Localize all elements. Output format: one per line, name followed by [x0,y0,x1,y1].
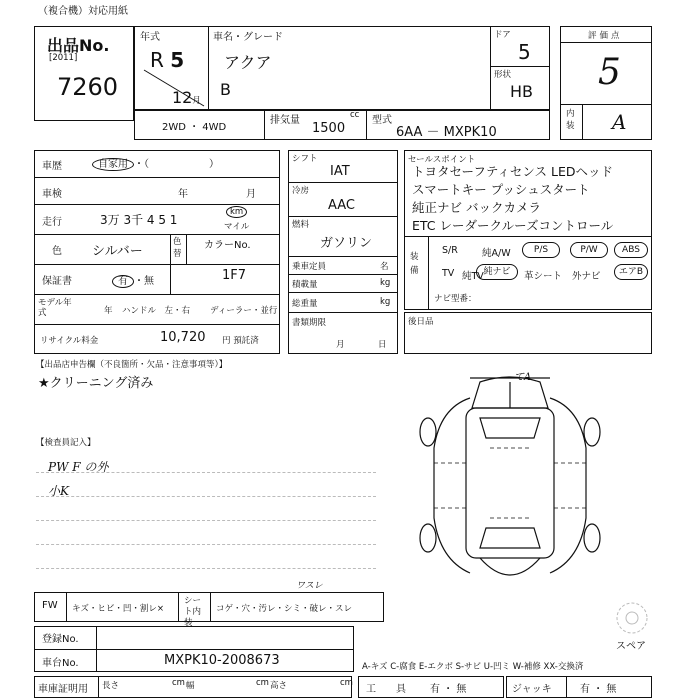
doors-value: 5 [518,40,531,64]
lot-number: 7260 [57,73,119,101]
cert-width-unit: cm [256,678,269,688]
notes-label: 後日品 [408,317,434,327]
body-type-label: 形状 [494,70,512,80]
inspector-note-1: PW F の外 [48,460,109,474]
sales-point: トヨタセーフティセンス LEDヘッド [412,164,613,179]
fuel-value: ガソリン [320,236,373,251]
car-grade: B [220,80,231,99]
dealer-type: ディーラー・並行 [210,306,278,316]
mileage-label: 走行 [42,217,62,228]
doc-deadline-label: 書類期限 [292,318,327,328]
equip-leather: 革シート [524,271,563,282]
equip-aftermarket-navi: 外ナビ [572,271,601,282]
spare-tire-icon [614,600,650,636]
lot-year: [2011] [49,53,78,63]
cert-length-label: 長さ [102,681,120,691]
cert-label: 車庫証明用 [38,684,88,695]
cert-height-unit: cm [340,678,353,688]
history-label: 車歴 [42,161,62,172]
mileage-value: 3万 3千 4 5 1 [100,213,178,227]
cert-width-label: 幅 [186,681,195,691]
capacity-unit: 名 [380,262,389,272]
weight-label: 総重量 [292,299,318,309]
displacement-unit: cc [350,110,360,120]
sales-points-list [412,163,613,235]
chassis-label: 車台No. [42,658,79,669]
history-value: 自家用 ・（ ） [92,155,219,170]
sales-point: スマートキー プッシュスタート [412,182,590,197]
spare-label: スペア [616,641,646,652]
score-value: 5 [598,52,621,93]
doc-deadline-day: 日 [378,340,387,350]
lot-number-box [34,26,134,121]
recycle-label: リサイクル料金 [40,336,99,346]
fw-text: キズ・ヒビ・凹・割レ× [72,604,164,614]
damage-legend: A-キズ C-腐食 E-エクボ S-サビ U-凹ミ W-補修 XX-交換済 [362,662,584,672]
model-year-year: 年 [104,306,113,316]
seat-handwritten-mark: ワスレ [296,581,323,591]
color-change-label: 色替 [173,237,182,259]
ac-value: AAC [328,198,355,213]
shift-label: シフト [292,154,318,164]
interior-score: A [612,110,627,134]
tools-value: 有 ・ 無 [430,684,467,695]
equip-abs: ABS [614,242,648,258]
lot-label: 出品No. [47,36,110,55]
cert-length-unit: cm [172,678,185,688]
seat-text: コゲ・穴・汚レ・シミ・破レ・スレ [216,604,353,614]
navi-model-label: ナビ型番： [434,294,477,304]
car-damage-diagram [410,368,610,598]
load-label: 積載量 [292,280,318,290]
registration-label: 登録No. [42,634,79,645]
recycle-value: 10,720 [160,330,206,345]
fw-label: FW [42,600,58,611]
cert-height-label: 高さ [270,681,288,691]
displacement-label: 排気量 [270,115,300,126]
inspection-year: 年 [178,189,188,200]
inspector-note-2: 小K [48,484,69,498]
drive-type: 2WD ・ 4WD [162,122,227,133]
equip-airbag: エアB [614,264,648,280]
inspection-label: 車検 [42,189,62,200]
warranty-label: 保証書 [42,276,72,287]
color-label: 色 [52,246,62,257]
equip-oem-navi: 純ナビ [476,264,518,280]
seat-label: シート内装 [184,596,202,628]
recycle-unit: 円 預託済 [222,336,259,346]
notes-box [404,312,652,354]
sales-point: ETC レーダークルーズコントロール [412,218,614,233]
equip-aw: 純A/W [482,248,511,259]
chassis-number: MXPK10-2008673 [164,653,280,668]
color-code: 1F7 [222,268,247,283]
inspection-month: 月 [246,189,256,200]
color-value: シルバー [92,244,143,259]
body-type-value: HB [510,82,534,101]
mileage-unit: km [226,206,247,218]
interior-label: 内装 [566,109,575,131]
handle-side: ハンドル 左・右 [122,306,191,316]
load-unit: kg [380,278,391,288]
jack-value: 有 ・ 無 [580,684,617,695]
inspector-label: 【検査員記入】 [36,438,96,448]
name-label: 車名・グレード [213,32,283,43]
weight-unit: kg [380,297,391,307]
color-code-label: カラーNo. [204,240,251,251]
doc-deadline-month: 月 [336,340,345,350]
declaration-label: 【出品店申告欄（不良箇所・欠品・注意事項等）】 [36,360,228,370]
car-model: アクア [224,53,272,72]
equip-oem-tv: 純TV [462,271,484,282]
shift-value: IAT [330,164,350,179]
form-title: （複合機）対応用紙 [38,6,128,17]
doors-label: ドア [494,30,511,40]
damage-mark-front: てA [514,372,532,383]
declaration-text: ★クリーニング済み [38,376,154,391]
jack-label: ジャッキ [512,684,552,695]
tools-label: 工 具 [366,684,406,695]
fuel-label: 燃料 [292,220,310,230]
warranty-value: 有 ・無 [112,272,154,287]
model-year-label: モデル年式 [38,298,72,318]
ac-label: 冷房 [292,186,310,196]
year-era: R 5 [150,48,185,72]
capacity-label: 乗車定員 [292,262,327,272]
equip-pw: P/W [570,242,608,258]
year-label: 年式 [140,32,160,43]
equip-ps: P/S [522,242,560,258]
equipment-label: 装備 [410,252,419,276]
score-label: 評価点 [588,31,623,41]
mileage-unit-mile: マイル [224,222,250,232]
model-code-label: 型式 [372,115,392,126]
year-month: 12月 [172,88,201,107]
displacement-value: 1500 [312,121,346,136]
model-code-value: 6AA － MXPK10 [396,125,497,140]
equip-tv: TV [442,268,455,279]
sales-point: 純正ナビ バックカメラ [412,200,541,215]
sales-points-label: セールスポイント [408,155,476,165]
equip-sr: S/R [442,245,458,256]
